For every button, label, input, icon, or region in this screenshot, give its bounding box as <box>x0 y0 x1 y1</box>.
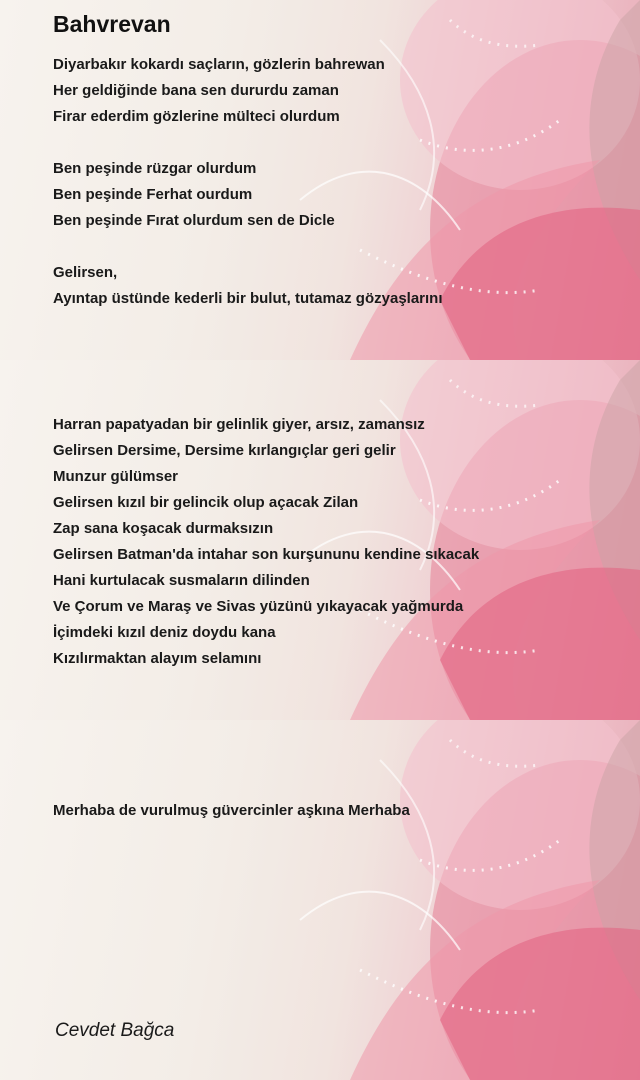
poem-line: Zap sana koşacak durmaksızın <box>53 520 274 537</box>
poem-title: Bahvrevan <box>53 11 171 37</box>
poem-line: Diyarbakır kokardı saçların, gözlerin bahrewan <box>53 56 385 73</box>
poem-author: Cevdet Bağca <box>55 1020 175 1041</box>
poem-line: Gelirsen Dersime, Dersime kırlangıçlar geri gelir <box>53 442 396 459</box>
poem-line: Harran papatyadan bir gelinlik giyer, arsız, zamansız <box>53 416 425 433</box>
poem-line: Merhaba de vurulmuş güvercinler aşkına Merhaba <box>53 802 410 819</box>
poem-line: Kızılırmaktan alayım selamını <box>53 650 262 667</box>
poem-line: İçimdeki kızıl deniz doydu kana <box>53 624 276 641</box>
poem-line: Ve Çorum ve Maraş ve Sivas yüzünü yıkayacak yağmurda <box>53 598 464 615</box>
poem-line: Gelirsen kızıl bir gelincik olup açacak Zilan <box>53 494 359 511</box>
poem-line: Hani kurtulacak susmaların dilinden <box>53 572 310 589</box>
poem-line: Firar ederdim gözlerine mülteci olurdum <box>53 108 340 125</box>
poem-line: Ben peşinde rüzgar olurdum <box>53 160 257 177</box>
poem-line: Munzur gülümser <box>53 468 179 485</box>
poem-line: Ben peşinde Fırat olurdum sen de Dicle <box>53 212 335 229</box>
poem-line: Ayıntap üstünde kederli bir bulut, tutamaz gözyaşlarını <box>53 290 443 307</box>
poem-line: Her geldiğinde bana sen dururdu zaman <box>53 82 339 99</box>
poem-line: Ben peşinde Ferhat ourdum <box>53 186 253 203</box>
poem-line: Gelirsen Batman'da intahar son kurşununu kendine sıkacak <box>53 546 480 563</box>
poem-line: Gelirsen, <box>53 264 118 281</box>
